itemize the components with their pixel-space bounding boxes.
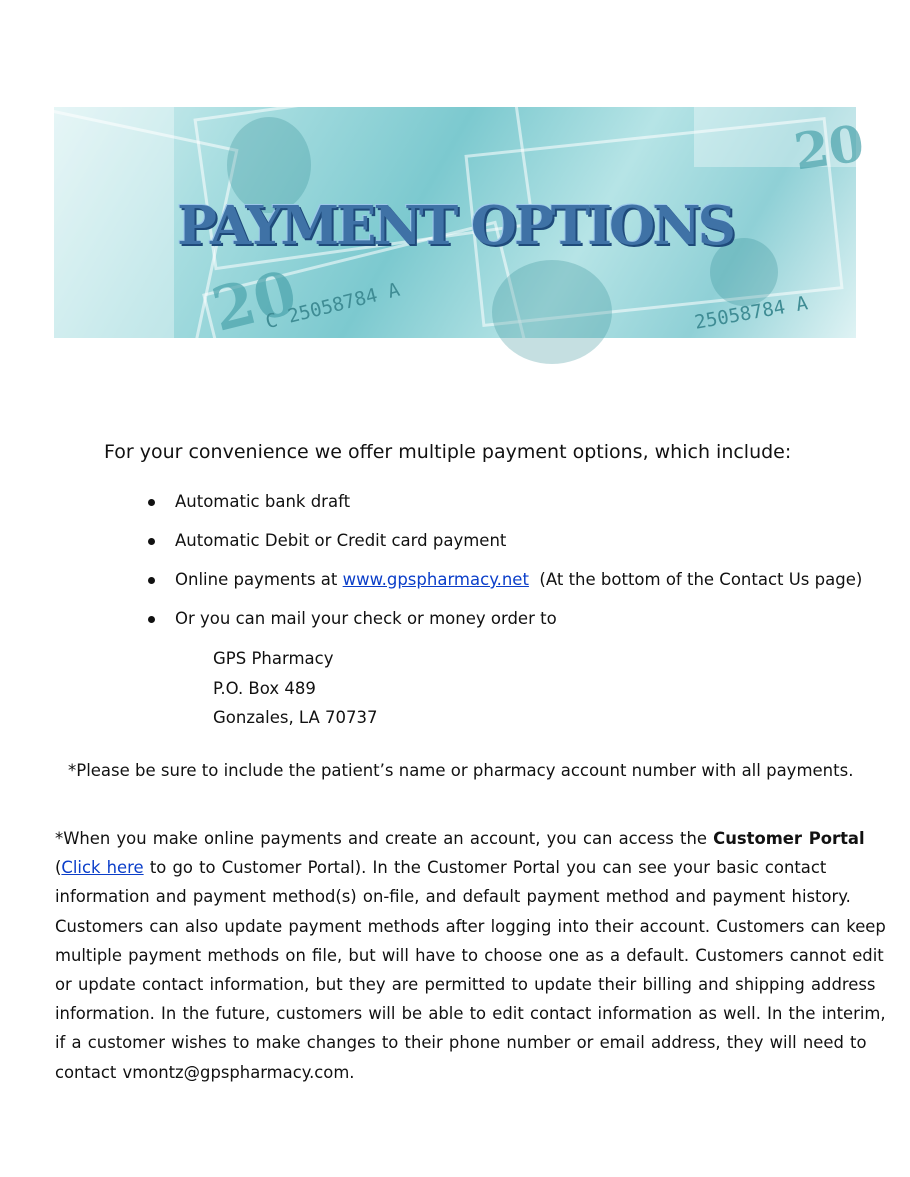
address-line-name: GPS Pharmacy (213, 649, 334, 668)
website-link[interactable]: www.gpspharmacy.net (342, 570, 529, 589)
bullet-bank-draft: Automatic bank draft (175, 492, 351, 511)
address-line-city: Gonzales, LA 70737 (213, 708, 378, 727)
svg-text:20: 20 (205, 257, 304, 346)
bullet-icon (148, 499, 155, 506)
address-line-box: P.O. Box 489 (213, 678, 316, 698)
customer-portal-heading: Customer Portal (713, 829, 865, 848)
payment-options-banner (54, 107, 868, 346)
mailing-address (213, 644, 378, 733)
payment-options-list (148, 488, 862, 644)
bullet-card-payment: Automatic Debit or Credit card payment (175, 531, 507, 550)
banner-serial-left: C 25058784 A (263, 278, 402, 334)
bullet-icon (148, 577, 155, 584)
portal-text-part3: to go to Customer Portal). In the Customer Portal you can see your basic contact information and payment method(s) on-file, and default payment method and payment history. Customers can also update payment methods after logging into their account. Customers can keep multiple payment methods on file, but will have to choose one as a default. Customers cannot edit or update contact information, but they are permitted to update their billing and shipping address information. In the future, customers will be able to edit contact information as well. In the interim, if a customer wishes to make changes to their phone number or email address, they will need to contact vmontz@gpspharmacy.com. (55, 858, 886, 1082)
bullet-icon (148, 616, 155, 623)
bullet-icon (148, 538, 155, 545)
click-here-link[interactable]: Click here (61, 858, 144, 878)
banner-title: PAYMENT OPTIONS (177, 195, 733, 257)
bullet-online-suffix: (At the bottom of the Contact Us page) (528, 570, 863, 589)
intro-text: For your convenience we offer multiple payment options, which include: (104, 441, 792, 463)
svg-text:20: 20 (790, 113, 868, 182)
payment-note: *Please be sure to include the patient’s name or pharmacy account number with all payments. (68, 761, 854, 780)
bullet-online-prefix: Online payments at (175, 570, 343, 589)
bullet-mail-check: Or you can mail your check or money order to (175, 609, 557, 628)
portal-text-part1: *When you make online payments and create an account, you can access the (55, 829, 714, 848)
list-item (148, 605, 862, 644)
portal-text-part2: ( (55, 858, 62, 878)
list-item (148, 488, 862, 527)
customer-portal-paragraph (55, 824, 895, 1087)
list-item (148, 527, 862, 566)
banner-serial-right: 25058784 A (692, 292, 810, 334)
list-item (148, 566, 862, 605)
